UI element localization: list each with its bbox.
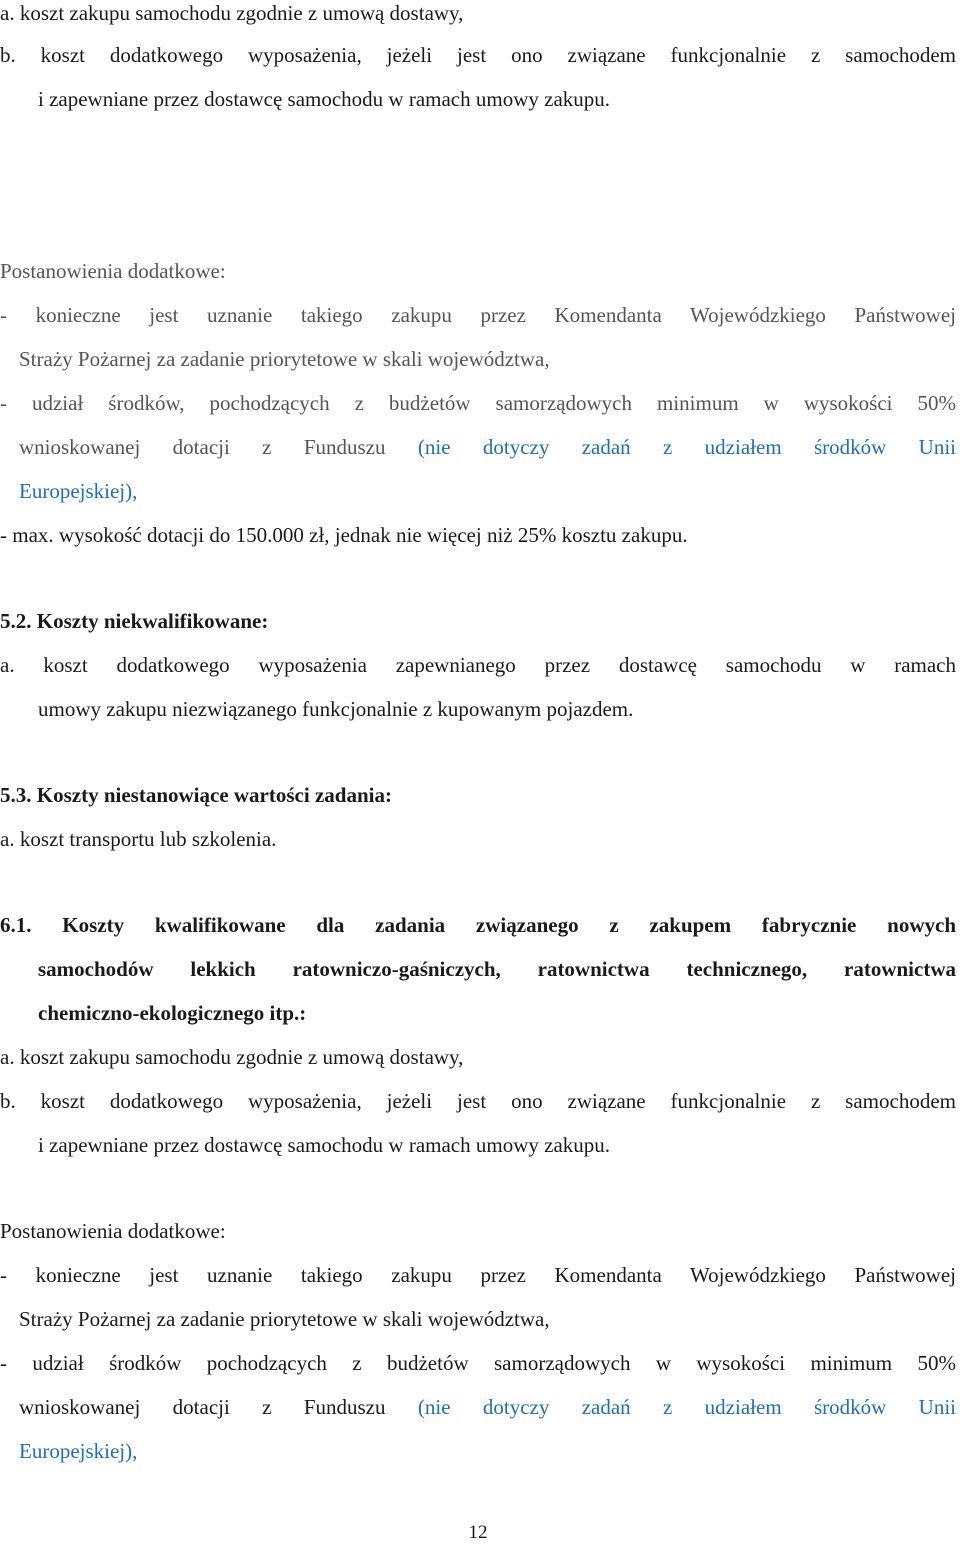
text-line: i zapewniane przez dostawcę samochodu w ramach umowy zakupu. [38,1133,611,1157]
text-line: Straży Pożarnej za zadanie priorytetowe w skali województwa, [19,347,550,371]
section-heading: chemiczno-ekologicznego itp.: [38,1001,307,1025]
text-line: - udział środków pochodzących z budżetów samorządowych w wysokości minimum 50% [0,1351,956,1375]
page-number: 12 [468,1522,488,1543]
section-heading: samochodów lekkich ratowniczo-gaśniczych, ratownictwa technicznego, ratownictwa [38,957,956,981]
section-label: Postanowienia dodatkowe: [0,259,226,283]
section-heading: 5.3. Koszty niestanowiące wartości zadania: [0,783,392,807]
highlighted-text: (nie dotyczy zadań z udziałem środków Unii [417,435,957,459]
text-line: - udział środków, pochodzących z budżetów samorządowych minimum w wysokości 50% [0,391,956,415]
highlighted-text: Europejskiej), [19,1439,138,1463]
text-line: - konieczne jest uznanie takiego zakupu przez Komendanta Wojewódzkiego Państwowej [0,1263,956,1287]
section-label: Postanowienia dodatkowe: [0,1219,226,1243]
text-line: a. koszt transportu lub szkolenia. [0,827,277,851]
highlighted-text: Europejskiej), [19,479,138,503]
highlighted-text: (nie dotyczy zadań z udziałem środków Unii [417,1395,957,1419]
section-heading: 6.1. Koszty kwalifikowane dla zadania związanego z zakupem fabrycznie nowych [0,913,956,937]
text-line [19,1394,956,1420]
text-line [19,434,956,460]
text-segment: wnioskowanej dotacji z Funduszu [19,435,386,459]
section-heading: 5.2. Koszty niekwalifikowane: [0,609,269,633]
text-line: umowy zakupu niezwiązanego funkcjonalnie z kupowanym pojazdem. [38,697,634,721]
text-line: a. koszt zakupu samochodu zgodnie z umową dostawy, [0,1045,464,1069]
text-line: Straży Pożarnej za zadanie priorytetowe w skali województwa, [19,1307,550,1331]
text-line: b. koszt dodatkowego wyposażenia, jeżeli jest ono związane funkcjonalnie z samochodem [0,1089,956,1113]
text-line: - konieczne jest uznanie takiego zakupu przez Komendanta Wojewódzkiego Państwowej [0,303,956,327]
text-line: a. koszt zakupu samochodu zgodnie z umową dostawy, [0,1,464,25]
text-segment: wnioskowanej dotacji z Funduszu [19,1395,386,1419]
text-line: a. koszt dodatkowego wyposażenia zapewnianego przez dostawcę samochodu w ramach [0,653,956,677]
text-line: i zapewniane przez dostawcę samochodu w ramach umowy zakupu. [38,87,611,111]
text-line: - max. wysokość dotacji do 150.000 zł, jednak nie więcej niż 25% kosztu zakupu. [0,523,688,547]
text-line: b. koszt dodatkowego wyposażenia, jeżeli jest ono związane funkcjonalnie z samochodem [0,43,956,67]
